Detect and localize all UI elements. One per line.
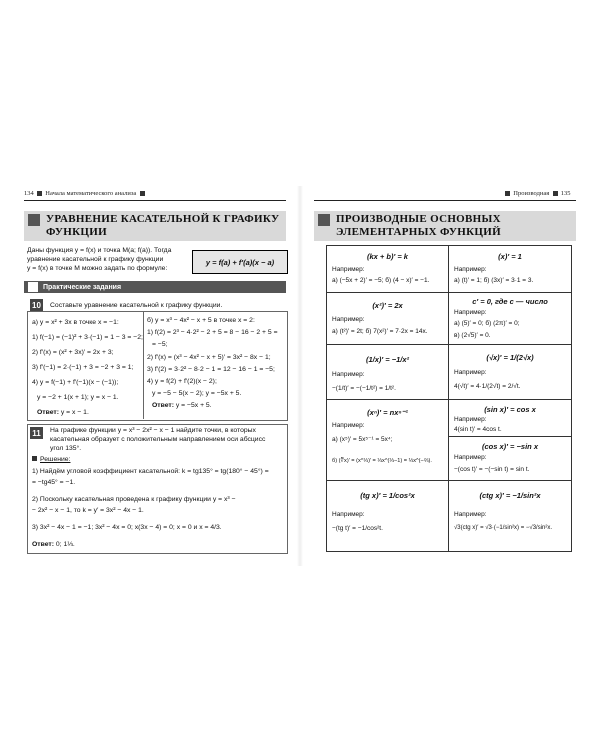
cell-example: в) (2√5)′ = 0. <box>454 332 491 339</box>
cell-reciprocal: (1/x)′ = −1/x² Например: −(1/t)′ = −(−1/t²) = 1/t². <box>327 345 449 400</box>
cell-example: −(tg t)′ = −1/cos²t. <box>332 525 383 532</box>
cell-example: а) (x⁵)′ = 5x⁵⁻¹ = 5x⁴; <box>332 436 393 443</box>
cell-formula: (sin x)′ = cos x <box>484 405 536 414</box>
cell-sin: (sin x)′ = cos x Например: 4(sin t)′ = 4cos t. <box>449 400 571 437</box>
cell-formula: (x)′ = 1 <box>498 252 522 261</box>
cell-sqrt: (√x)′ = 1/(2√x) Например: 4(√t)′ = 4·1/(2√t) = 2/√t. <box>449 345 571 400</box>
cell-formula: (cos x)′ = −sin x <box>482 442 538 451</box>
cell-constant: c′ = 0, где c — число Например: а) (5)′ = 0; б) (2π)′ = 0; в) (2√5)′ = 0. <box>449 293 571 345</box>
cell-example: б) (∛x)′ = (x^⅓)′ = ⅓x^(⅓−1) = ⅓x^(−⅔). <box>332 458 432 464</box>
cell-example: 4(sin t)′ = 4cos t. <box>454 426 502 433</box>
cell-tg: (tg x)′ = 1/cos²x Например: −(tg t)′ = −1/cos²t. <box>327 481 449 551</box>
task-10-part-b: б) y = x³ − 4x² − x + 5 в точке x = 2: 1) f(2) = 2³ − 4·2² − 2 + 5 = 8 − 16 − 2 + 5 = = −5; 2) f′(x) = (x³ − 4x² − x + 5)′ = 3x² − 8x − 1; 3) f′(2) = 3·2² − 8·2 − 1 = 12 − 16 − 1 = −5; 4) y = f(2) + f′(2)(x − 2); y = −5 − 5(x − 2); y = −5x + 5. Ответ: y = −5x + 5. <box>147 317 278 410</box>
right-running-header <box>505 190 571 197</box>
cell-formula: (x²)′ = 2x <box>372 301 403 310</box>
cell-example: 4(√t)′ = 4·1/(2√t) = 2/√t. <box>454 383 521 390</box>
cell-identity: (x)′ = 1 Например: а) (t)′ = 1; б) (3x)′ = 3·1 = 3. <box>449 246 571 293</box>
task-11-solution: 1) Найдём угловой коэффициент касательной: k = tg135° = tg(180° − 45°) = = −tg45° = −1. 2) Поскольку касательная проведена к графику функции y = x³ − − 2x² − x − 1, то k = y′ = 3x² − 4x − 1. 3) 3x² − 4x − 1 = −1; 3x² − 4x = 0; x(3x − 4) = 0; x = 0 и x = 4/3. Ответ: 0; 1⅓. <box>32 468 269 548</box>
cell-example: −(cos t)′ = −(−sin t) = sin t. <box>454 466 530 473</box>
solution-marker-icon <box>32 456 37 461</box>
task-10-text: Составьте уравнение касательной к графику функции. <box>50 302 223 309</box>
practical-tasks-bar: Практические задания <box>24 281 286 293</box>
derivatives-table <box>326 245 572 552</box>
cell-example: √3(ctg x)′ = √3·(−1/sin²x) = −√3/sin²x. <box>454 525 553 531</box>
header-square-icon <box>140 191 145 196</box>
cell-formula: c′ = 0, где c — число <box>472 297 548 306</box>
solution-label: Решение: <box>32 455 70 464</box>
tasks-icon <box>28 282 38 292</box>
left-running-header <box>24 190 145 197</box>
cell-ctg: (ctg x)′ = −1/sin²x Например: √3(ctg x)′ = √3·(−1/sin²x) = −√3/sin²x. <box>449 481 571 551</box>
intro-text: Даны функция y = f(x) и точка M(a; f(a)). Тогда уравнение касательной к графику функции y = f(x) в точке M можно задать по формуле: <box>27 247 172 272</box>
cell-example: а) (−5x + 2)′ = −5; б) (4 − x)′ = −1. <box>332 277 430 284</box>
task-10-divider <box>143 311 144 419</box>
task-10-number: 10 <box>30 299 43 311</box>
header-square-icon <box>505 191 510 196</box>
left-page-number: 134 <box>24 190 34 197</box>
task-11-number: 11 <box>30 427 43 439</box>
right-title: ПРОИЗВОДНЫЕ ОСНОВНЫХ ЭЛЕМЕНТАРНЫХ ФУНКЦИЙ <box>336 213 501 238</box>
cell-example: а) (5)′ = 0; б) (2π)′ = 0; <box>454 320 520 327</box>
left-running-head-text: Начала математического анализа <box>45 190 137 197</box>
tangent-formula-box: y = f(a) + f′(a)(x − a) <box>192 250 288 274</box>
book-gutter <box>297 186 303 566</box>
title-marker-icon <box>28 214 40 226</box>
header-square-icon <box>553 191 558 196</box>
header-square-icon <box>37 191 42 196</box>
right-title-box <box>314 211 576 241</box>
right-page-number: 135 <box>560 190 571 197</box>
cell-example: −(1/t)′ = −(−1/t²) = 1/t². <box>332 385 396 392</box>
cell-formula: (tg x)′ = 1/cos²x <box>360 491 415 500</box>
cell-formula: (xⁿ)′ = nxⁿ⁻¹ <box>367 408 408 417</box>
cell-formula: (1/x)′ = −1/x² <box>365 355 410 364</box>
cell-example: а) (t)′ = 1; б) (3x)′ = 3·1 = 3. <box>454 277 534 284</box>
right-running-head-text: Производная <box>513 190 550 197</box>
title-marker-icon <box>318 214 330 226</box>
header-rule <box>314 200 576 201</box>
left-title: УРАВНЕНИЕ КАСАТЕЛЬНОЙ К ГРАФИКУ ФУНКЦИИ <box>46 213 280 238</box>
cell-formula: (√x)′ = 1/(2√x) <box>486 353 534 362</box>
cell-cos: (cos x)′ = −sin x Например: −(cos t)′ = −(−sin t) = sin t. <box>449 437 571 481</box>
cell-power: (xⁿ)′ = nxⁿ⁻¹ Например: а) (x⁵)′ = 5x⁵⁻¹ = 5x⁴; б) (∛x)′ = (x^⅓)′ = ⅓x^(⅓−1) = ⅓x^(−⅔). <box>327 400 449 481</box>
left-title-box <box>24 211 286 241</box>
cell-example: а) (t²)′ = 2t; б) 7(x²)′ = 7·2x = 14x. <box>332 328 428 335</box>
cell-linear: (kx + b)′ = k Например: а) (−5x + 2)′ = −5; б) (4 − x)′ = −1. <box>327 246 449 293</box>
header-rule <box>24 200 286 201</box>
cell-square: (x²)′ = 2x Например: а) (t²)′ = 2t; б) 7(x²)′ = 7·2x = 14x. <box>327 293 449 345</box>
cell-formula: (kx + b)′ = k <box>367 252 408 261</box>
task-11-text: На графике функции y = x³ − 2x² − x − 1 найдите точки, в которых касательная образует с положительным направлением оси абсцисс угол 135°. <box>50 427 266 452</box>
cell-formula: (ctg x)′ = −1/sin²x <box>479 491 541 500</box>
task-10-part-a: а) y = x² + 3x в точке x = −1: 1) f(−1) = (−1)² + 3·(−1) = 1 − 3 = −2; 2) f′(x) = (x² + 3x)′ = 2x + 3; 3) f′(−1) = 2·(−1) + 3 = −2 + 3 = 1; 4) y = f(−1) + f′(−1)(x − (−1)); y = −2 + 1(x + 1); y = x − 1. Ответ: y = x − 1. <box>32 319 143 416</box>
